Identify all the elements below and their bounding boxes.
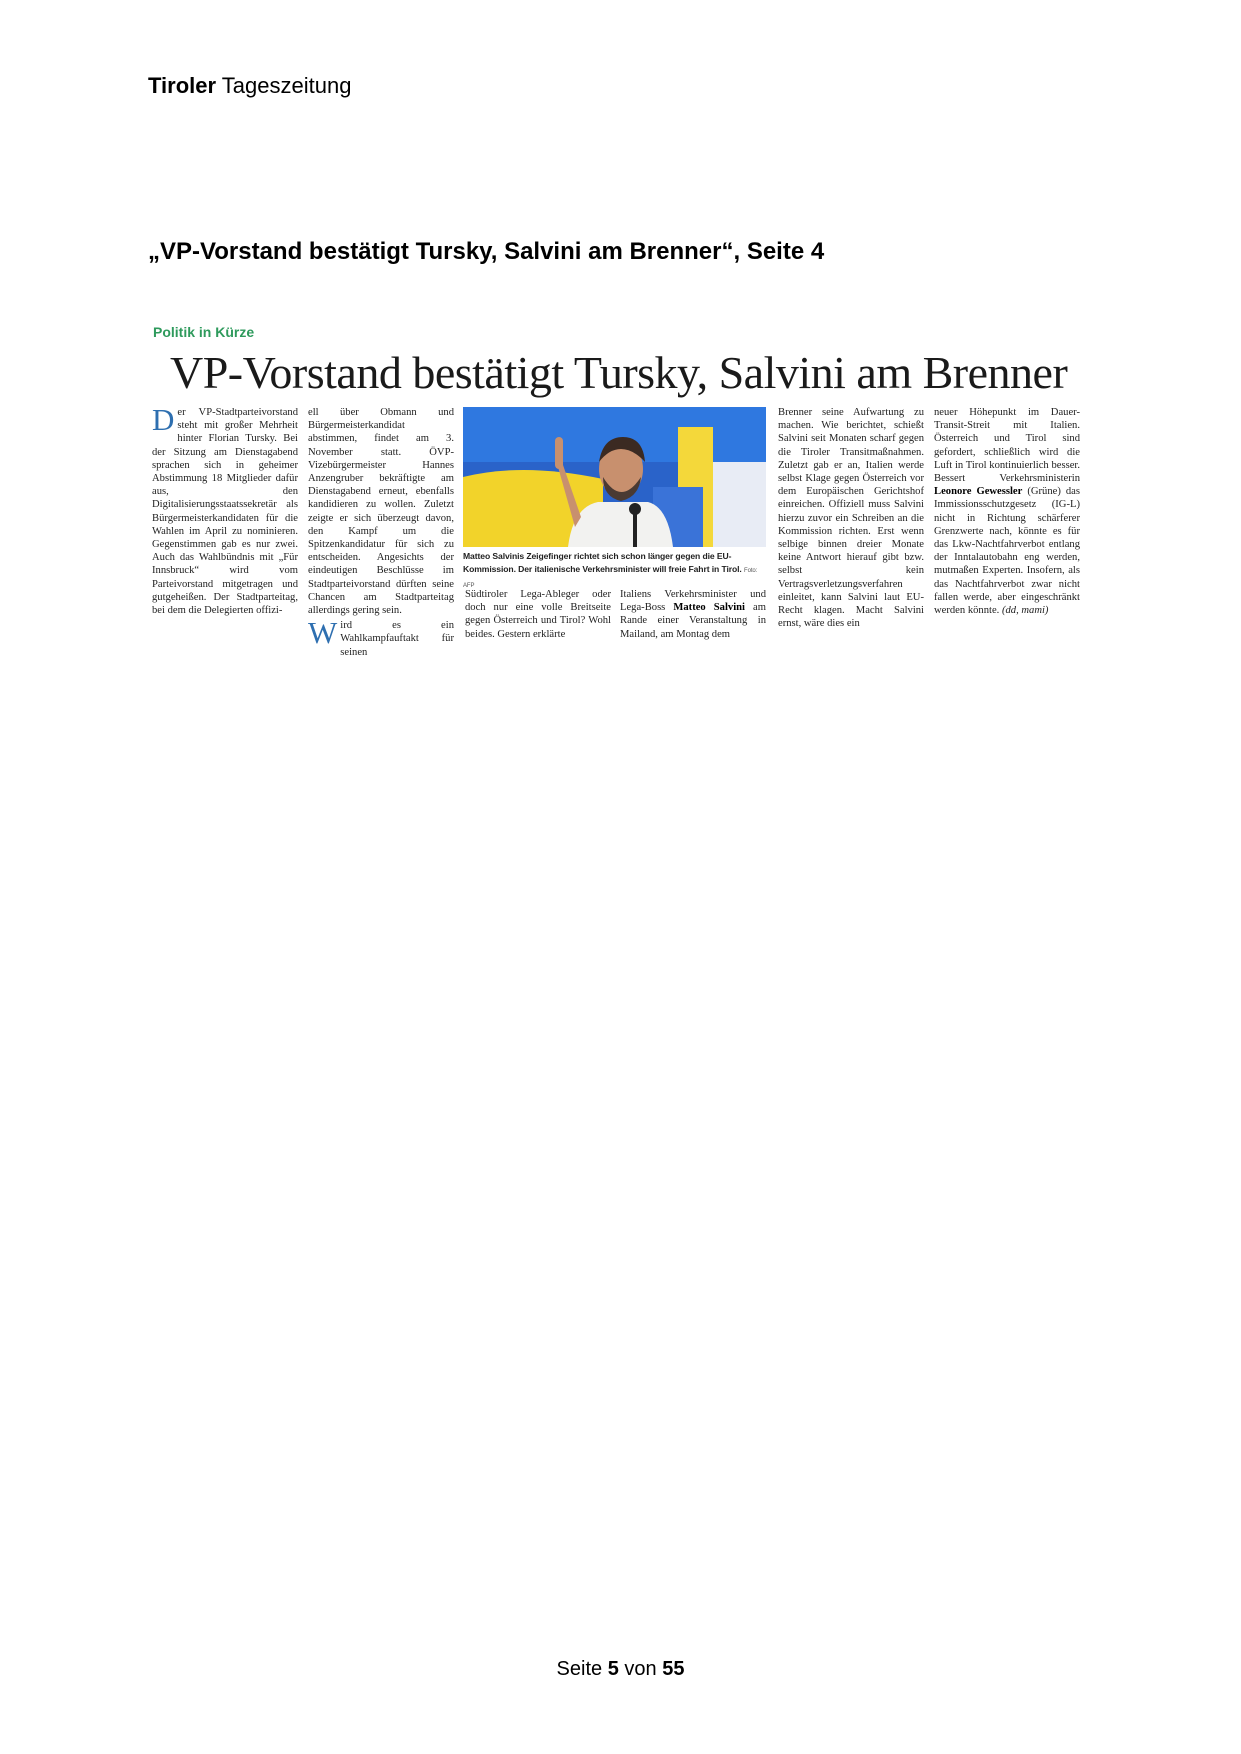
page-number bbox=[0, 1658, 1241, 1681]
reference-title: „VP-Vorstand bestätigt Tursky, Salvini am Brenner“, Seite 4 bbox=[148, 238, 825, 265]
article-column-3 bbox=[465, 588, 611, 648]
photo-caption-text: Matteo Salvinis Zeigefinger richtet sich schon länger gegen die EU-Kommission. Der italienische Verkehrsminister will freie Fahrt in Tirol. bbox=[463, 551, 742, 574]
column-text: Südtiroler Lega-Ableger oder doch nur eine volle Breitseite gegen Österreich und Tirol? Wohl beides. Gestern erklärte bbox=[465, 589, 611, 640]
photo-credit: Foto: AFP bbox=[463, 568, 758, 589]
page-number-total: 55 bbox=[662, 1658, 685, 1680]
article-column-2 bbox=[308, 406, 454, 658]
author-signature: (dd, mami) bbox=[1001, 605, 1049, 617]
article-kicker: Politik in Kürze bbox=[153, 324, 255, 340]
column-text: Italiens Verkehrsminister und Lega-Boss bbox=[620, 589, 766, 614]
article-headline: VP-Vorstand bestätigt Tursky, Salvini am Brenner bbox=[170, 347, 1068, 398]
publication-name bbox=[148, 73, 351, 99]
column-text: (Grüne) das Immissionsschutzgesetz (IG-L) nicht in Richtung schärferer Grenzwerte nach, könnte es für das Lkw-Nachtfahrverbot entlang der Inntalautobahn eng werden, mutmaßen Experten. Insofern, als das Nachtfahrverbot zwar nicht fallen werde, aber eingeschränkt werden könnte. bbox=[934, 486, 1080, 617]
photo-caption bbox=[463, 550, 768, 593]
column-text: ell über Obmann und Bürgermeisterkandidat abstimmen, findet am 3. November statt. ÖVP-Vizebürgermeister Hannes Anzengruber bekräftigte am Dienstagabend erneut, ebenfalls kandidieren zu wollen. Zuletzt zeigte er sich überzeugt davon, den Kampf um die Spitzenkandidatur für sich zu entscheiden. Angesichts der eindeutigen Beschlüsse im Stadtparteivorstand dürften seine Chancen am Stadtparteitag allerdings gering sein. bbox=[308, 407, 454, 617]
person-name: Matteo Salvini bbox=[673, 602, 745, 614]
person-name: Leonore Gewessler bbox=[934, 486, 1023, 498]
column-text: neuer Höhepunkt im Dauer-Transit-Streit mit Italien. Österreich und Tirol sind gefordert, schließlich wird die Luft in Tirol kontinuierlich besser. Bessert Verkehrsministerin bbox=[934, 407, 1080, 485]
article-column-4 bbox=[620, 588, 766, 648]
publication-name-bold: Tiroler bbox=[148, 73, 217, 98]
article-column-6 bbox=[934, 406, 1080, 646]
column-text: ird es ein Wahlkampfauftakt für seinen bbox=[340, 620, 454, 658]
page-number-middle: von bbox=[624, 1658, 657, 1680]
drop-cap: D bbox=[152, 402, 175, 437]
page-number-prefix: Seite bbox=[556, 1658, 603, 1680]
column-text: am Rande einer Veranstaltung in Mailand, am Montag dem bbox=[620, 602, 766, 640]
salvini-photo-illustration bbox=[463, 407, 766, 547]
publication-name-rest: Tageszeitung bbox=[221, 73, 352, 98]
page-number-current: 5 bbox=[607, 1658, 619, 1680]
drop-cap: W bbox=[308, 615, 338, 651]
newspaper-clipping bbox=[150, 318, 1090, 658]
column-text: Brenner seine Aufwartung zu machen. Wie berichtet, schießt Salvini seit Monaten scharf gegen die Tiroler Transitmaßnahmen. Zuletzt gab er an, Italien werde selbst Klage gegen Österreich vor dem Europäischen Gerichtshof einreichen. Offiziell muss Salvini hierzu zuvor ein Schreiben an die Kommission richten. Erst wenn selbige binnen dreier Monate keine Antwort hierauf gibt bzw. selbst kein Vertragsverletzungsverfahren einleitet, kann Salvini laut EU-Recht klagen. Macht Salvini ernst, wäre dies ein bbox=[778, 407, 924, 630]
article-column-5 bbox=[778, 406, 924, 646]
article-column-1 bbox=[152, 402, 298, 646]
article-photo bbox=[463, 407, 766, 547]
column-text: er VP-Stadtparteivorstand steht mit großer Mehrheit hinter Florian Tursky. Bei der Sitzung am Dienstagabend sprachen sich in geheimer Abstimmung 18 Mitglieder dafür aus, den Digitalisierungsstaatssekretär als Bürgermeisterkandidaten für die Wahlen im April zu nominieren. Gegenstimmen gab es nur zwei. Auch das Wahlbündnis mit „Für Innsbruck“ wird vom Parteivorstand mitgetragen und gutgeheißen. Der Stadtparteitag, bei dem die Delegierten offizi- bbox=[152, 407, 298, 617]
